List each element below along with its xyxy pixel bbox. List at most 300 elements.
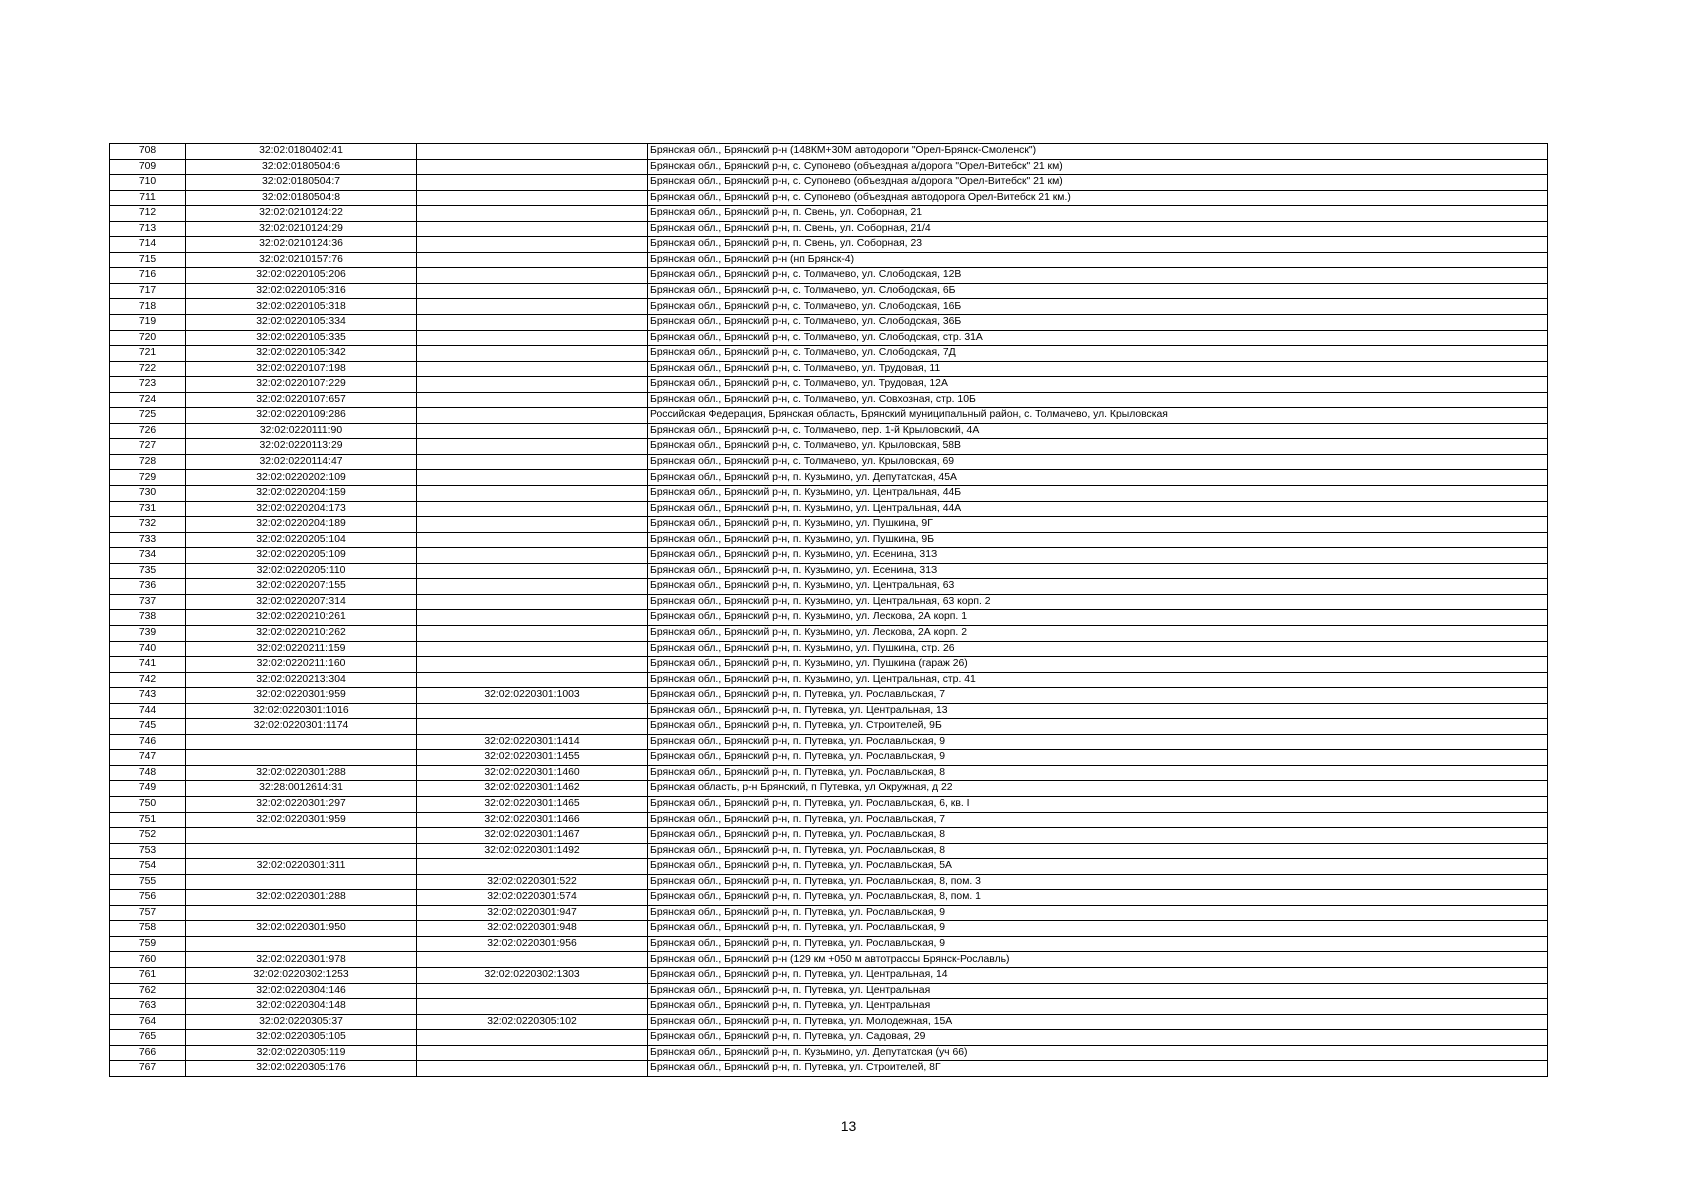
address-cell: Брянская обл., Брянский р-н, с. Толмачево, ул. Трудовая, 11 [648,361,1548,377]
address-cell: Брянская обл., Брянский р-н, п. Кузьмино, ул. Пушкина, 9Г [648,517,1548,533]
address-cell: Брянская обл., Брянский р-н, п. Свень, ул. Соборная, 23 [648,237,1548,253]
address-cell: Брянская обл., Брянский р-н, п. Путевка, ул. Рославльская, 9 [648,734,1548,750]
table-row [110,641,1548,657]
linked-cadastral-number-cell: 32:02:0220301:522 [417,874,648,890]
cadastral-number-cell: 32:02:0220114:47 [186,454,417,470]
cadastral-number-cell: 32:02:0220301:288 [186,765,417,781]
address-cell: Брянская обл., Брянский р-н, п. Путевка, ул. Рославльская, 8, пом. 1 [648,890,1548,906]
row-number-cell: 714 [110,237,186,253]
row-number-cell: 742 [110,672,186,688]
address-cell: Брянская обл., Брянский р-н, п. Кузьмино, ул. Центральная, 44А [648,501,1548,517]
table-row [110,206,1548,222]
linked-cadastral-number-cell [417,392,648,408]
table-row [110,361,1548,377]
linked-cadastral-number-cell [417,703,648,719]
table-row [110,439,1548,455]
table-row [110,1014,1548,1030]
address-cell: Брянская обл., Брянский р-н, п. Кузьмино, ул. Пушкина (гараж 26) [648,657,1548,673]
row-number-cell: 751 [110,812,186,828]
linked-cadastral-number-cell [417,268,648,284]
table-row [110,625,1548,641]
table-row [110,781,1548,797]
table-row [110,190,1548,206]
cadastral-number-cell: 32:02:0220202:109 [186,470,417,486]
table-row [110,237,1548,253]
address-cell: Брянская обл., Брянский р-н, п. Путевка, ул. Рославльская, 5А [648,859,1548,875]
address-cell: Брянская обл., Брянский р-н, п. Кузьмино, ул. Депутатская, 45А [648,470,1548,486]
table-row [110,610,1548,626]
address-cell: Брянская обл., Брянский р-н, п. Путевка, ул. Рославльская, 9 [648,905,1548,921]
linked-cadastral-number-cell: 32:02:0220301:1465 [417,796,648,812]
address-cell: Брянская обл., Брянский р-н, с. Толмачево, ул. Крыловская, 69 [648,454,1548,470]
row-number-cell: 766 [110,1045,186,1061]
address-cell: Брянская область, р-н Брянский, п Путевка, ул Окружная, д 22 [648,781,1548,797]
row-number-cell: 713 [110,221,186,237]
linked-cadastral-number-cell [417,315,648,331]
address-cell: Брянская обл., Брянский р-н, п. Кузьмино, ул. Центральная, стр. 41 [648,672,1548,688]
table-row [110,144,1548,160]
row-number-cell: 757 [110,905,186,921]
address-cell: Брянская обл., Брянский р-н, п. Свень, ул. Соборная, 21 [648,206,1548,222]
table-row [110,983,1548,999]
cadastral-number-cell: 32:02:0220207:155 [186,579,417,595]
address-cell: Брянская обл., Брянский р-н, п. Кузьмино, ул. Есенина, 31З [648,563,1548,579]
address-cell: Брянская обл., Брянский р-н, п. Путевка, ул. Рославльская, 9 [648,936,1548,952]
linked-cadastral-number-cell [417,439,648,455]
table-row [110,750,1548,766]
cadastral-number-cell: 32:02:0220210:261 [186,610,417,626]
linked-cadastral-number-cell [417,719,648,735]
table-row [110,703,1548,719]
row-number-cell: 726 [110,423,186,439]
cadastral-number-cell: 32:02:0220105:334 [186,315,417,331]
table-row [110,283,1548,299]
row-number-cell: 741 [110,657,186,673]
cadastral-number-cell: 32:02:0220210:262 [186,625,417,641]
row-number-cell: 733 [110,532,186,548]
row-number-cell: 735 [110,563,186,579]
linked-cadastral-number-cell: 32:02:0220301:574 [417,890,648,906]
address-cell: Брянская обл., Брянский р-н, с. Толмачево, ул. Слободская, 36Б [648,315,1548,331]
address-cell: Брянская обл., Брянский р-н, п. Путевка, ул. Садовая, 29 [648,1030,1548,1046]
cadastral-number-cell: 32:02:0220107:657 [186,392,417,408]
linked-cadastral-number-cell [417,237,648,253]
row-number-cell: 709 [110,159,186,175]
row-number-cell: 755 [110,874,186,890]
table-row [110,346,1548,362]
linked-cadastral-number-cell [417,501,648,517]
row-number-cell: 712 [110,206,186,222]
cadastral-number-cell [186,936,417,952]
linked-cadastral-number-cell: 32:02:0220302:1303 [417,967,648,983]
cadastral-number-cell: 32:02:0220304:146 [186,983,417,999]
row-number-cell: 745 [110,719,186,735]
row-number-cell: 747 [110,750,186,766]
cadastral-number-cell: 32:02:0220205:109 [186,548,417,564]
row-number-cell: 752 [110,828,186,844]
address-cell: Брянская обл., Брянский р-н, п. Путевка, ул. Строителей, 8Г [648,1061,1548,1077]
linked-cadastral-number-cell [417,983,648,999]
row-number-cell: 736 [110,579,186,595]
table-row [110,905,1548,921]
cadastral-number-cell: 32:02:0220301:1174 [186,719,417,735]
row-number-cell: 708 [110,144,186,160]
address-cell: Брянская обл., Брянский р-н (нп Брянск-4) [648,252,1548,268]
row-number-cell: 722 [110,361,186,377]
linked-cadastral-number-cell [417,175,648,191]
cadastral-number-cell: 32:02:0220207:314 [186,594,417,610]
address-cell: Брянская обл., Брянский р-н, п. Путевка, ул. Рославльская, 7 [648,688,1548,704]
table-row [110,967,1548,983]
linked-cadastral-number-cell [417,641,648,657]
table-row [110,672,1548,688]
table-row [110,594,1548,610]
cadastral-number-cell: 32:02:0220305:105 [186,1030,417,1046]
table-row [110,843,1548,859]
address-cell: Брянская обл., Брянский р-н (148КМ+30М автодороги "Орел-Брянск-Смоленск") [648,144,1548,160]
linked-cadastral-number-cell: 32:02:0220301:1414 [417,734,648,750]
row-number-cell: 759 [110,936,186,952]
row-number-cell: 767 [110,1061,186,1077]
table-row [110,828,1548,844]
row-number-cell: 731 [110,501,186,517]
linked-cadastral-number-cell: 32:02:0220301:1460 [417,765,648,781]
address-cell: Брянская обл., Брянский р-н, п. Кузьмино, ул. Центральная, 44Б [648,486,1548,502]
address-cell: Брянская обл., Брянский р-н, с. Супонево (объездная а/дорога "Орел-Витебск" 21 км) [648,175,1548,191]
row-number-cell: 753 [110,843,186,859]
table-row [110,952,1548,968]
linked-cadastral-number-cell [417,657,648,673]
table-row [110,657,1548,673]
cadastral-number-cell: 32:02:0220105:316 [186,283,417,299]
address-cell: Брянская обл., Брянский р-н, с. Супонево (объездная автодорога Орел-Витебск 21 км.) [648,190,1548,206]
table-row [110,765,1548,781]
row-number-cell: 720 [110,330,186,346]
cadastral-number-cell: 32:02:0180504:8 [186,190,417,206]
linked-cadastral-number-cell [417,517,648,533]
table-row [110,796,1548,812]
row-number-cell: 765 [110,1030,186,1046]
row-number-cell: 729 [110,470,186,486]
linked-cadastral-number-cell [417,610,648,626]
linked-cadastral-number-cell [417,206,648,222]
address-cell: Брянская обл., Брянский р-н, с. Толмачево, ул. Слободская, 16Б [648,299,1548,315]
address-cell: Брянская обл., Брянский р-н (129 км +050 м автотрассы Брянск-Рославль) [648,952,1548,968]
cadastral-number-cell: 32:02:0220301:950 [186,921,417,937]
cadastral-number-cell: 32:02:0220204:173 [186,501,417,517]
cadastral-number-cell: 32:28:0012614:31 [186,781,417,797]
cadastral-number-cell: 32:02:0220105:335 [186,330,417,346]
address-cell: Брянская обл., Брянский р-н, п. Путевка, ул. Рославльская, 8 [648,765,1548,781]
linked-cadastral-number-cell [417,532,648,548]
linked-cadastral-number-cell [417,361,648,377]
cadastral-number-cell: 32:02:0220111:90 [186,423,417,439]
cadastral-number-cell: 32:02:0210124:29 [186,221,417,237]
address-cell: Брянская обл., Брянский р-н, п. Кузьмино, ул. Центральная, 63 корп. 2 [648,594,1548,610]
cadastral-number-cell: 32:02:0220301:959 [186,688,417,704]
table-row [110,688,1548,704]
table-row [110,563,1548,579]
address-cell: Брянская обл., Брянский р-н, п. Путевка, ул. Рославльская, 8 [648,843,1548,859]
linked-cadastral-number-cell [417,159,648,175]
linked-cadastral-number-cell [417,486,648,502]
row-number-cell: 756 [110,890,186,906]
linked-cadastral-number-cell: 32:02:0220301:947 [417,905,648,921]
address-cell: Брянская обл., Брянский р-н, с. Толмачево, ул. Слободская, 12В [648,268,1548,284]
address-cell: Брянская обл., Брянский р-н, п. Путевка, ул. Молодежная, 15А [648,1014,1548,1030]
table-row [110,859,1548,875]
linked-cadastral-number-cell [417,1030,648,1046]
table-row [110,377,1548,393]
linked-cadastral-number-cell [417,221,648,237]
row-number-cell: 734 [110,548,186,564]
address-cell: Брянская обл., Брянский р-н, п. Путевка, ул. Центральная, 14 [648,967,1548,983]
cadastral-number-cell [186,874,417,890]
cadastral-number-cell [186,828,417,844]
linked-cadastral-number-cell [417,408,648,424]
row-number-cell: 719 [110,315,186,331]
linked-cadastral-number-cell [417,470,648,486]
table-row [110,936,1548,952]
page-number: 13 [840,1118,857,1134]
table-row [110,501,1548,517]
cadastral-number-cell: 32:02:0220301:978 [186,952,417,968]
address-cell: Брянская обл., Брянский р-н, п. Кузьмино, ул. Лескова, 2А корп. 2 [648,625,1548,641]
table-row [110,159,1548,175]
linked-cadastral-number-cell: 32:02:0220301:1492 [417,843,648,859]
table-row [110,252,1548,268]
row-number-cell: 760 [110,952,186,968]
cadastral-number-cell: 32:02:0210124:22 [186,206,417,222]
registry-table [109,143,1548,1077]
cadastral-number-cell: 32:02:0220205:104 [186,532,417,548]
linked-cadastral-number-cell [417,594,648,610]
linked-cadastral-number-cell: 32:02:0220301:1003 [417,688,648,704]
row-number-cell: 758 [110,921,186,937]
cadastral-number-cell: 32:02:0210157:76 [186,252,417,268]
row-number-cell: 724 [110,392,186,408]
address-cell: Брянская обл., Брянский р-н, п. Путевка, ул. Рославльская, 8, пом. 3 [648,874,1548,890]
linked-cadastral-number-cell [417,1061,648,1077]
table-row [110,921,1548,937]
cadastral-number-cell [186,843,417,859]
row-number-cell: 727 [110,439,186,455]
address-cell: Брянская обл., Брянский р-н, п. Путевка, ул. Рославльская, 7 [648,812,1548,828]
table-row [110,330,1548,346]
row-number-cell: 711 [110,190,186,206]
table-row [110,1030,1548,1046]
linked-cadastral-number-cell [417,952,648,968]
address-cell: Брянская обл., Брянский р-н, п. Кузьмино, ул. Лескова, 2А корп. 1 [648,610,1548,626]
row-number-cell: 762 [110,983,186,999]
row-number-cell: 739 [110,625,186,641]
address-cell: Брянская обл., Брянский р-н, с. Толмачево, ул. Слободская, стр. 31А [648,330,1548,346]
table-row [110,470,1548,486]
cadastral-number-cell: 32:02:0220105:318 [186,299,417,315]
linked-cadastral-number-cell: 32:02:0220301:948 [417,921,648,937]
row-number-cell: 723 [110,377,186,393]
linked-cadastral-number-cell: 32:02:0220301:1462 [417,781,648,797]
row-number-cell: 761 [110,967,186,983]
linked-cadastral-number-cell [417,859,648,875]
address-cell: Брянская обл., Брянский р-н, п. Путевка, ул. Рославльская, 9 [648,921,1548,937]
table-row [110,299,1548,315]
cadastral-number-cell: 32:02:0220301:297 [186,796,417,812]
row-number-cell: 743 [110,688,186,704]
table-row [110,874,1548,890]
table-row [110,408,1548,424]
address-cell: Брянская обл., Брянский р-н, п. Кузьмино, ул. Центральная, 63 [648,579,1548,595]
linked-cadastral-number-cell [417,346,648,362]
address-cell: Российская Федерация, Брянская область, Брянский муниципальный район, с. Толмачево, ул. Крыловская [648,408,1548,424]
cadastral-number-cell: 32:02:0220301:311 [186,859,417,875]
linked-cadastral-number-cell [417,454,648,470]
address-cell: Брянская обл., Брянский р-н, п. Путевка, ул. Центральная, 13 [648,703,1548,719]
registry-table-body [110,144,1548,1077]
table-row [110,812,1548,828]
table-row [110,1061,1548,1077]
row-number-cell: 732 [110,517,186,533]
row-number-cell: 764 [110,1014,186,1030]
row-number-cell: 721 [110,346,186,362]
row-number-cell: 748 [110,765,186,781]
table-row [110,532,1548,548]
address-cell: Брянская обл., Брянский р-н, п. Кузьмино, ул. Есенина, 31З [648,548,1548,564]
linked-cadastral-number-cell [417,299,648,315]
cadastral-number-cell: 32:02:0220204:189 [186,517,417,533]
address-cell: Брянская обл., Брянский р-н, п. Кузьмино, ул. Депутатская (уч 66) [648,1045,1548,1061]
table-row [110,454,1548,470]
address-cell: Брянская обл., Брянский р-н, п. Путевка, ул. Центральная [648,983,1548,999]
table-row [110,221,1548,237]
cadastral-number-cell: 32:02:0220211:160 [186,657,417,673]
row-number-cell: 763 [110,999,186,1015]
table-row [110,734,1548,750]
address-cell: Брянская обл., Брянский р-н, п. Путевка, ул. Строителей, 9Б [648,719,1548,735]
cadastral-number-cell: 32:02:0180402:41 [186,144,417,160]
table-row [110,423,1548,439]
row-number-cell: 738 [110,610,186,626]
table-row [110,579,1548,595]
row-number-cell: 710 [110,175,186,191]
cadastral-number-cell [186,750,417,766]
address-cell: Брянская обл., Брянский р-н, п. Путевка, ул. Центральная [648,999,1548,1015]
row-number-cell: 730 [110,486,186,502]
linked-cadastral-number-cell [417,330,648,346]
cadastral-number-cell: 32:02:0180504:7 [186,175,417,191]
row-number-cell: 744 [110,703,186,719]
cadastral-number-cell: 32:02:0220107:198 [186,361,417,377]
row-number-cell: 737 [110,594,186,610]
address-cell: Брянская обл., Брянский р-н, п. Кузьмино, ул. Пушкина, стр. 26 [648,641,1548,657]
linked-cadastral-number-cell: 32:02:0220301:956 [417,936,648,952]
table-row [110,517,1548,533]
linked-cadastral-number-cell [417,579,648,595]
table-row [110,890,1548,906]
address-cell: Брянская обл., Брянский р-н, с. Толмачево, ул. Крыловская, 58В [648,439,1548,455]
cadastral-number-cell: 32:02:0220301:1016 [186,703,417,719]
cadastral-number-cell: 32:02:0220211:159 [186,641,417,657]
row-number-cell: 716 [110,268,186,284]
cadastral-number-cell: 32:02:0220213:304 [186,672,417,688]
linked-cadastral-number-cell: 32:02:0220305:102 [417,1014,648,1030]
table-row [110,548,1548,564]
row-number-cell: 740 [110,641,186,657]
cadastral-number-cell: 32:02:0220305:119 [186,1045,417,1061]
table-row [110,268,1548,284]
linked-cadastral-number-cell [417,283,648,299]
address-cell: Брянская обл., Брянский р-н, п. Путевка, ул. Рославльская, 9 [648,750,1548,766]
row-number-cell: 749 [110,781,186,797]
cadastral-number-cell: 32:02:0220113:29 [186,439,417,455]
address-cell: Брянская обл., Брянский р-н, с. Толмачево, ул. Слободская, 6Б [648,283,1548,299]
cadastral-number-cell: 32:02:0220305:37 [186,1014,417,1030]
linked-cadastral-number-cell [417,563,648,579]
row-number-cell: 725 [110,408,186,424]
cadastral-number-cell: 32:02:0220105:342 [186,346,417,362]
address-cell: Брянская обл., Брянский р-н, с. Супонево (объездная а/дорога "Орел-Витебск" 21 км) [648,159,1548,175]
linked-cadastral-number-cell: 32:02:0220301:1466 [417,812,648,828]
table-row [110,175,1548,191]
linked-cadastral-number-cell [417,190,648,206]
table-row [110,999,1548,1015]
linked-cadastral-number-cell [417,423,648,439]
cadastral-number-cell: 32:02:0220305:176 [186,1061,417,1077]
linked-cadastral-number-cell [417,999,648,1015]
row-number-cell: 746 [110,734,186,750]
table-row [110,719,1548,735]
row-number-cell: 717 [110,283,186,299]
linked-cadastral-number-cell [417,144,648,160]
address-cell: Брянская обл., Брянский р-н, с. Толмачево, пер. 1-й Крыловский, 4А [648,423,1548,439]
address-cell: Брянская обл., Брянский р-н, п. Путевка, ул. Рославльская, 6, кв. I [648,796,1548,812]
cadastral-number-cell: 32:02:0220105:206 [186,268,417,284]
address-cell: Брянская обл., Брянский р-н, с. Толмачево, ул. Слободская, 7Д [648,346,1548,362]
cadastral-number-cell: 32:02:0220302:1253 [186,967,417,983]
address-cell: Брянская обл., Брянский р-н, п. Кузьмино, ул. Пушкина, 9Б [648,532,1548,548]
table-row [110,486,1548,502]
cadastral-number-cell: 32:02:0210124:36 [186,237,417,253]
linked-cadastral-number-cell [417,252,648,268]
linked-cadastral-number-cell [417,625,648,641]
row-number-cell: 728 [110,454,186,470]
cadastral-number-cell: 32:02:0220301:288 [186,890,417,906]
cadastral-number-cell: 32:02:0220107:229 [186,377,417,393]
address-cell: Брянская обл., Брянский р-н, п. Путевка, ул. Рославльская, 8 [648,828,1548,844]
row-number-cell: 715 [110,252,186,268]
cadastral-number-cell: 32:02:0220109:286 [186,408,417,424]
cadastral-number-cell [186,905,417,921]
table-row [110,392,1548,408]
table-row [110,315,1548,331]
cadastral-number-cell: 32:02:0220205:110 [186,563,417,579]
row-number-cell: 754 [110,859,186,875]
table-row [110,1045,1548,1061]
address-cell: Брянская обл., Брянский р-н, с. Толмачево, ул. Трудовая, 12А [648,377,1548,393]
address-cell: Брянская обл., Брянский р-н, с. Толмачево, ул. Совхозная, стр. 10Б [648,392,1548,408]
cadastral-number-cell: 32:02:0220304:148 [186,999,417,1015]
row-number-cell: 718 [110,299,186,315]
linked-cadastral-number-cell [417,1045,648,1061]
linked-cadastral-number-cell: 32:02:0220301:1467 [417,828,648,844]
cadastral-number-cell: 32:02:0220301:959 [186,812,417,828]
address-cell: Брянская обл., Брянский р-н, п. Свень, ул. Соборная, 21/4 [648,221,1548,237]
linked-cadastral-number-cell [417,672,648,688]
cadastral-number-cell: 32:02:0180504:6 [186,159,417,175]
linked-cadastral-number-cell [417,377,648,393]
row-number-cell: 750 [110,796,186,812]
linked-cadastral-number-cell: 32:02:0220301:1455 [417,750,648,766]
